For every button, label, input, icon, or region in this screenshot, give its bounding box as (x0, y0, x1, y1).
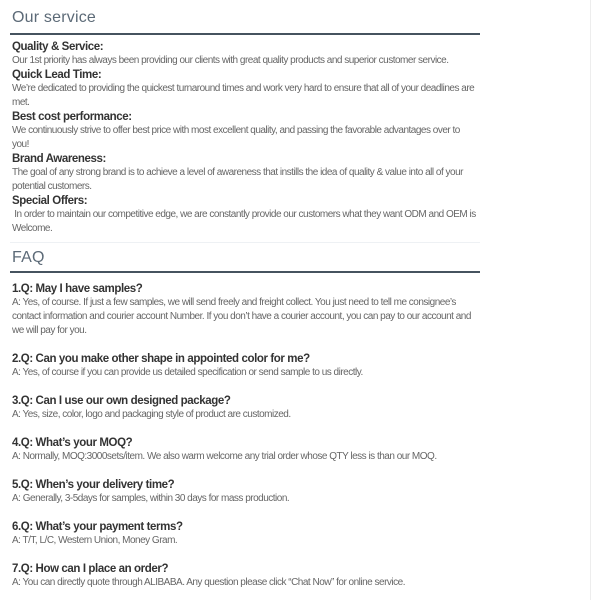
service-item-text: The goal of any strong brand is to achieve a level of awareness that instills the idea of quality & value into all of your potential customers. (12, 167, 466, 192)
faq-answer: A: Yes, of course if you can provide us detailed specification or send sample to us directly. (12, 367, 363, 378)
service-item (12, 110, 478, 152)
service-item-label: Quality & Service: (12, 41, 104, 53)
faq-answer: A: Generally, 3-5days for samples, within 30 days for mass production. (12, 493, 290, 504)
faq-item (12, 394, 478, 422)
service-item-label: Best cost performance: (12, 111, 132, 123)
faq-item (12, 352, 478, 380)
service-item-label: Special Offers: (12, 195, 88, 207)
service-item-label: Quick Lead Time: (12, 69, 102, 81)
faq-body (10, 273, 480, 590)
faq-answer: A: You can directly quote through ALIBABA. Any question please click “Chat Now” for online service. (12, 577, 405, 588)
content-right-border (590, 0, 591, 600)
faq-answer: A: Yes, of course. If just a few samples, we will send freely and freight collect. You just need to tell me consignee’s contact information and courier account Number. If you don’t have a courier account, you can pay to our account and we will pay for you. (12, 297, 474, 336)
faq-question: 7.Q: How can I place an order? (12, 563, 169, 575)
service-item-label: Brand Awareness: (12, 153, 106, 165)
our-service-title: Our service (10, 4, 480, 35)
service-item-text: We’re dedicated to providing the quickest turnaround times and work very hard to ensure that all of your deadlines are met. (12, 83, 477, 108)
faq-section (10, 242, 480, 590)
our-service-body (10, 35, 480, 236)
faq-item (12, 282, 478, 338)
service-item-text: We continuously strive to offer best price with most excellent quality, and passing the favorable advantages over to you! (12, 125, 463, 150)
faq-item (12, 562, 478, 590)
faq-answer: A: T/T, L/C, Western Union, Money Gram. (12, 535, 178, 546)
service-item (12, 152, 478, 194)
service-item (12, 194, 478, 236)
faq-question: 4.Q: What’s your MOQ? (12, 437, 133, 449)
faq-question: 2.Q: Can you make other shape in appointed color for me? (12, 353, 310, 365)
faq-question: 1.Q: May I have samples? (12, 283, 143, 295)
service-item-text: Our 1st priority has always been providing our clients with great quality products and superior customer service. (12, 55, 449, 66)
service-item (12, 40, 478, 68)
faq-question: 5.Q: When’s your delivery time? (12, 479, 175, 491)
faq-item (12, 436, 478, 464)
service-item-text: In order to maintain our competitive edge, we are constantly provide our customers what they want ODM and OEM is Welcome. (12, 209, 479, 234)
faq-item (12, 478, 478, 506)
faq-answer: A: Yes, size, color, logo and packaging style of product are customized. (12, 409, 291, 420)
our-service-section (10, 4, 480, 236)
faq-item (12, 520, 478, 548)
faq-question: 6.Q: What’s your payment terms? (12, 521, 183, 533)
faq-title: FAQ (10, 243, 480, 273)
service-item (12, 68, 478, 110)
faq-question: 3.Q: Can I use our own designed package? (12, 395, 231, 407)
faq-answer: A: Normally, MOQ:3000sets/item. We also warm welcome any trial order whose QTY less is than our MOQ. (12, 451, 437, 462)
